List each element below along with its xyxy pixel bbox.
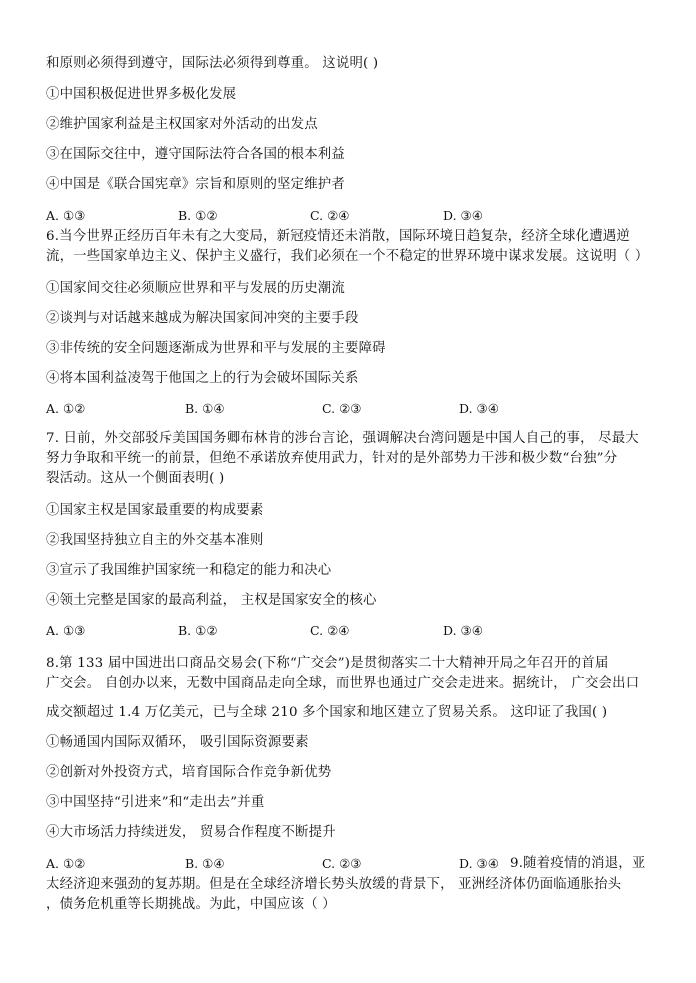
q9-stem-line-2: ，债务危机重等长期挑战。为此，中国应该（ ） (46, 897, 336, 912)
q5-option-c: C. ②④ (310, 208, 350, 223)
q8-option-b: B. ①④ (185, 856, 225, 871)
q7-item-1: ①国家主权是国家最重要的构成要素 (46, 503, 264, 518)
q5-stem: 和原则必须得到遵守，国际法必须得到尊重。 这说明( ) (46, 56, 379, 71)
q6-option-b: B. ①④ (185, 401, 225, 416)
q5-item-1: ①中国积极促进世界多极化发展 (46, 87, 237, 102)
q7-stem-line-3: 裂活动。这从一个侧面表明( ) (46, 471, 225, 486)
q6-item-4: ④将本国利益凌驾于他国之上的行为会破坏国际关系 (46, 371, 359, 386)
q7-option-b: B. ①② (178, 623, 218, 638)
q9-stem-line-1: 太经济迎来强劲的复苏期。但是在全球经济增长势头放缓的背景下， 亚洲经济体仍面临通胀抬头 (46, 877, 622, 892)
q8-option-c: C. ②③ (322, 856, 362, 871)
q7-option-a: A. ①③ (46, 623, 86, 638)
q8-stem-line-1: 8.第 133 届中国进出口商品交易会(下称“广交会”)是贯彻落实二十大精神开局之年召开的首届 (46, 656, 609, 671)
q5-option-b: B. ①② (178, 208, 218, 223)
q7-item-3: ③宣示了我国维护国家统一和稳定的能力和决心 (46, 563, 332, 578)
q5-option-d: D. ③④ (443, 208, 483, 223)
q6-stem-line-2: 流，一些国家单边主义、保护主义盛行，我们必须在一个不稳定的世界环境中谋求发展。这说明（ ） (46, 249, 649, 264)
q7-option-c: C. ②④ (310, 623, 350, 638)
q8-item-1: ①畅通国内国际双循环， 吸引国际资源要素 (46, 735, 309, 750)
q7-option-d: D. ③④ (443, 623, 483, 638)
q6-option-c: C. ②③ (322, 401, 362, 416)
q8-option-d: D. ③④ (459, 856, 499, 871)
q5-item-3: ③在国际交往中，遵守国际法符合各国的根本利益 (46, 147, 345, 162)
q8-item-4: ④大市场活力持续迸发， 贸易合作程度不断提升 (46, 825, 336, 840)
q7-stem-line-2: 努力争取和平统一的前景，但绝不承诺放弃使用武力，针对的是外部势力干涉和极少数“台独”分 (46, 451, 618, 466)
q8-stem-line-3: 成交额超过 1.4 万亿美元，已与全球 210 多个国家和地区建立了贸易关系。 这印证了我国( ) (46, 705, 608, 720)
q7-item-4: ④领土完整是国家的最高利益， 主权是国家安全的核心 (46, 593, 377, 608)
q8-item-3: ③中国坚持“引进来”和“走出去”并重 (46, 795, 265, 810)
q6-item-1: ①国家间交往必须顺应世界和平与发展的历史潮流 (46, 281, 345, 296)
q7-item-2: ②我国坚持独立自主的外交基本准则 (46, 533, 264, 548)
q6-item-2: ②谈判与对话越来越成为解决国家间冲突的主要手段 (46, 311, 359, 326)
q5-item-2: ②维护国家利益是主权国家对外活动的出发点 (46, 117, 318, 132)
q6-option-d: D. ③④ (459, 401, 499, 416)
q6-stem-line-1: 6.当今世界正经历百年未有之大变局，新冠疫情还未消散，国际环境日趋复杂，经济全球化遭遇逆 (46, 229, 630, 244)
q8-stem-line-2: 广交会。 自创办以来，无数中国商品走向全球，而世界也通过广交会走进来。据统计， 广交会出口 (46, 676, 640, 691)
q6-item-3: ③非传统的安全问题逐渐成为世界和平与发展的主要障碍 (46, 341, 386, 356)
q7-stem-line-1: 7. 日前，外交部驳斥美国国务卿布林肯的涉台言论，强调解决台湾问题是中国人自己的事， 尽最大 (46, 431, 639, 446)
q5-item-4: ④中国是《联合国宪章》宗旨和原则的坚定维护者 (46, 177, 345, 192)
q5-option-a: A. ①③ (46, 208, 86, 223)
q8-item-2: ②创新对外投资方式，培育国际合作竞争新优势 (46, 765, 332, 780)
q6-option-a: A. ①② (46, 401, 86, 416)
q9-stem-start: 9.随着疫情的消退，亚 (510, 856, 646, 871)
q8-option-a: A. ①② (46, 856, 86, 871)
